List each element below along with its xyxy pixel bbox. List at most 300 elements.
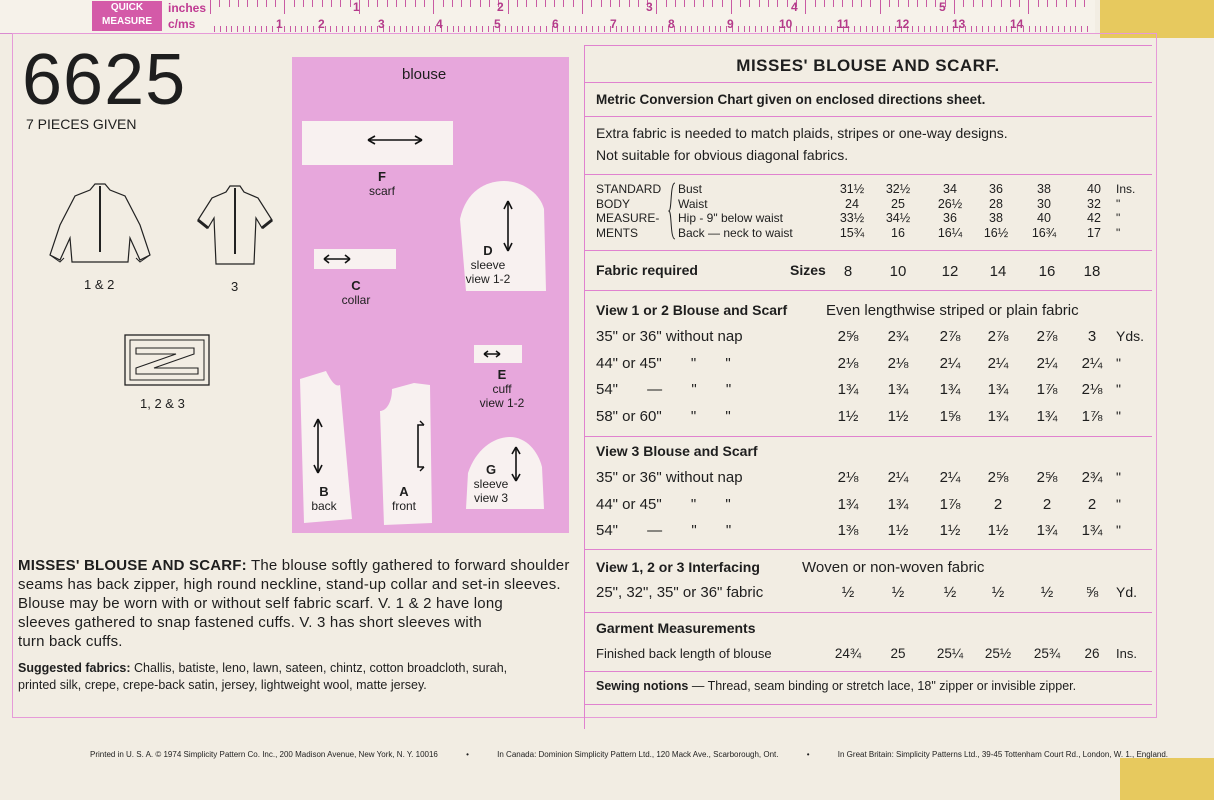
cm-tick-label: 4: [436, 17, 443, 31]
ruler-tick: [1064, 26, 1065, 32]
ruler-tick: [749, 26, 750, 32]
ruler-tick: [912, 26, 913, 32]
description-line: Blouse may be worn with or without self fabric scarf. V. 1 & 2 have long: [18, 595, 503, 612]
ruler-tick: [662, 26, 663, 32]
fabric-required-label: Fabric required: [596, 262, 698, 278]
size-value: 16: [1038, 263, 1056, 280]
measure-value: 34½: [885, 211, 911, 225]
ruler-tick: [249, 26, 250, 32]
ruler-tick: [400, 26, 401, 32]
rule: [584, 82, 1152, 83]
interfacing-label: 25", 32", 35" or 36" fabric: [596, 584, 764, 601]
piece-g-label: [466, 463, 516, 505]
ruler-tick: [833, 0, 834, 7]
ruler-tick: [697, 26, 698, 32]
view3-title: View 3 Blouse and Scarf: [596, 443, 758, 459]
ruler-tick: [675, 0, 676, 7]
ruler-tick: [908, 0, 909, 7]
ruler-tick: [546, 26, 547, 32]
ruler-tick: [534, 26, 535, 32]
ruler-tick: [976, 26, 977, 32]
ruler-tick: [709, 26, 710, 32]
ruler-tick: [808, 26, 809, 32]
ruler-tick: [536, 0, 537, 7]
ruler-tick: [883, 26, 884, 32]
interfacing-title: View 1, 2 or 3 Interfacing: [596, 559, 760, 575]
yardage-value: 1¾: [837, 381, 859, 398]
garment-value: 24¾: [834, 646, 862, 661]
yardage-value: 1⅜: [837, 522, 859, 539]
ruler-tick: [656, 0, 657, 14]
footer-canada: In Canada: Dominion Simplicity Pattern Ltd., 120 Mack Ave., Scarborough, Ont.: [497, 750, 779, 759]
cm-tick-label: 7: [610, 17, 617, 31]
measure-unit: ": [1116, 196, 1121, 211]
interfacing-value: ½: [991, 584, 1005, 601]
ruler-tick: [275, 0, 276, 7]
ruler-tick: [918, 26, 919, 32]
ruler-tick: [365, 26, 366, 32]
sizes-label: Sizes: [790, 262, 826, 278]
ruler-tick: [238, 0, 239, 7]
ruler-tick: [982, 26, 983, 32]
yardage-value: 2¼: [1081, 354, 1103, 372]
ruler-tick: [255, 26, 256, 32]
ruler-tick: [526, 0, 527, 7]
ruler-tick: [424, 0, 425, 7]
cms-label: c/ms: [168, 17, 196, 31]
ruler-tick: [424, 26, 425, 32]
yardage-value: 2⅛: [1081, 381, 1103, 398]
ruler-tick: [563, 26, 564, 32]
size-value: 8: [843, 263, 853, 280]
measure-value: 32: [1087, 196, 1101, 211]
piece-view: view 3: [473, 491, 508, 505]
garment-title: Garment Measurements: [596, 620, 756, 636]
ruler-tick: [307, 26, 308, 32]
ruler-tick: [322, 0, 323, 7]
ruler-tick: [368, 0, 369, 7]
std-label-line: STANDARD: [596, 182, 662, 196]
ruler-tick: [720, 26, 721, 32]
description-lead: MISSES' BLOUSE AND SCARF:: [18, 557, 247, 574]
sewing-notions: [596, 679, 1076, 693]
measure-value: 40: [1037, 211, 1051, 225]
metric-note: Metric Conversion Chart given on enclosed directions sheet.: [596, 92, 986, 107]
piece-name: back: [311, 499, 337, 513]
inch-tick-label: 2: [497, 0, 504, 14]
ruler-tick: [651, 26, 652, 32]
ruler-tick: [1058, 26, 1059, 32]
ruler-tick: [638, 0, 639, 7]
ruler-tick: [787, 0, 788, 7]
piece-letter: D: [483, 243, 493, 258]
ruler-tick: [712, 0, 713, 7]
ruler-tick: [458, 26, 459, 32]
ruler-tick: [508, 0, 509, 14]
ruler-tick: [229, 0, 230, 7]
cm-tick-label: 12: [896, 17, 910, 31]
ruler-tick: [243, 26, 244, 32]
inches-label: inches: [168, 1, 207, 15]
piece-name: front: [391, 499, 416, 513]
ruler-tick: [639, 26, 640, 32]
ruler-tick: [261, 26, 262, 32]
ruler-tick: [517, 26, 518, 32]
measure-value: 16¾: [1031, 225, 1057, 240]
ruler-tick: [489, 0, 490, 7]
ruler-tick: [825, 26, 826, 32]
piece-f-label: [362, 170, 402, 198]
ruler-tick: [601, 0, 602, 7]
ruler-tick: [586, 26, 587, 32]
ruler-tick: [1046, 26, 1047, 32]
yardage-label: 54" — " ": [596, 522, 732, 539]
notions-lead: Sewing notions: [596, 679, 689, 693]
ruler-tick: [1040, 26, 1041, 32]
yardage-value: 2¼: [987, 354, 1009, 372]
measure-value: 28: [989, 196, 1003, 211]
cm-tick-label: 1: [276, 17, 283, 31]
tape-bottom-right: [1120, 758, 1214, 800]
ruler-tick: [394, 26, 395, 32]
ruler-tick: [1084, 0, 1085, 7]
garment-value: 26: [1084, 646, 1100, 661]
inch-tick-label: 5: [939, 0, 946, 14]
ruler-tick: [880, 0, 881, 14]
description-line: seams has back zipper, high round neckline, stand-up collar and set-in sleeves.: [18, 576, 561, 593]
ruler-tick: [312, 0, 313, 7]
piece-b-label: [304, 485, 344, 513]
footer-britain: In Great Britain: Simplicity Patterns Ltd., 39-45 Tottenham Court Rd., London, W. 1., England.: [837, 750, 1169, 759]
yardage-value: 1⅞: [1081, 407, 1103, 425]
ruler-tick: [266, 26, 267, 32]
ruler-tick: [284, 26, 285, 32]
cm-tick-label: 8: [668, 17, 675, 31]
ruler-tick: [1081, 26, 1082, 32]
ruler-tick: [819, 26, 820, 32]
ruler-tick: [330, 26, 331, 32]
chart-top-rule: [584, 45, 1152, 46]
rule: [584, 116, 1152, 117]
rule: [584, 549, 1152, 550]
yardage-value: 2¾: [1081, 469, 1103, 486]
ruler-tick: [773, 26, 774, 32]
ruler-tick: [406, 26, 407, 32]
yardage-value: 2⅞: [1036, 328, 1058, 345]
ruler-tick: [924, 26, 925, 32]
ruler-tick: [1056, 0, 1057, 7]
yardage-value: 1½: [987, 522, 1009, 539]
yardage-value: 2: [1042, 495, 1052, 513]
yardage-value: 1¾: [1081, 522, 1103, 539]
yardage-value: 1¾: [939, 381, 961, 398]
ruler-tick: [433, 0, 434, 14]
ruler-tick: [740, 0, 741, 7]
yardage-value: 2⅝: [987, 469, 1009, 486]
measure-label: Back — neck to waist: [678, 225, 793, 240]
ruler-tick: [954, 0, 955, 14]
ruler-tick: [396, 0, 397, 7]
suggested-fabrics: [18, 660, 578, 694]
ruler-tick: [1035, 26, 1036, 32]
garment-value: 25: [890, 646, 906, 661]
measure-value: 25: [891, 196, 905, 211]
ruler-tick: [303, 0, 304, 7]
ruler-tick: [214, 26, 215, 32]
measure-value: 38: [989, 211, 1003, 225]
yardage-value: 2¼: [1036, 354, 1058, 372]
piece-name: sleeve: [470, 258, 506, 272]
ruler-tick: [633, 26, 634, 32]
yardage-value: 1½: [887, 407, 909, 425]
measure-value: 40: [1087, 182, 1101, 196]
yardage-value: 1½: [939, 522, 961, 539]
description-line: turn back cuffs.: [18, 633, 123, 650]
piece-name: scarf: [368, 184, 395, 198]
ruler-tick: [1075, 0, 1076, 7]
ruler-tick: [331, 0, 332, 7]
ruler-tick: [930, 26, 931, 32]
ruler-tick: [528, 26, 529, 32]
ruler-tick: [852, 0, 853, 7]
piece-name: cuff: [492, 382, 512, 396]
ruler-tick: [796, 26, 797, 32]
garment-value: 25¼: [936, 646, 964, 661]
ruler-tick: [973, 0, 974, 7]
ruler-tick: [926, 0, 927, 7]
fabrics-lead: Suggested fabrics:: [18, 661, 131, 675]
interfacing-unit: Yd.: [1116, 584, 1138, 600]
ruler-tick: [389, 26, 390, 32]
pattern-description: [18, 556, 570, 651]
yardage-value: 1⅞: [939, 495, 961, 513]
yardage-value: 1¾: [837, 495, 859, 513]
ruler-tick: [694, 0, 695, 7]
yardage-value: 3: [1087, 328, 1097, 345]
ruler-tick: [554, 0, 555, 7]
yardage-value: 2¼: [887, 469, 909, 486]
measure-value: 32½: [885, 182, 911, 196]
measure-value: 16¼: [937, 225, 963, 240]
measure-value: 33½: [839, 211, 865, 225]
measure-value: 30: [1037, 196, 1051, 211]
scarf-illustration: [124, 334, 210, 386]
yardage-value: 1⅝: [939, 407, 961, 425]
yardage-value: 1½: [887, 522, 909, 539]
ruler-tick: [540, 26, 541, 32]
piece-name: sleeve: [473, 477, 509, 491]
ruler-tick: [1019, 0, 1020, 7]
measure-value: 36: [943, 211, 957, 225]
yardage-value: 2⅝: [1036, 469, 1058, 486]
footer-us: Printed in U. S. A. © 1974 Simplicity Pattern Co. Inc., 200 Madison Avenue, New York, N. Y. 10016: [90, 750, 438, 759]
ruler-tick: [621, 26, 622, 32]
ruler-tick: [1047, 0, 1048, 7]
cm-tick-label: 14: [1010, 17, 1024, 31]
ruler-tick: [340, 0, 341, 7]
chart-bottom-rule: [584, 704, 1152, 705]
size-value: 10: [889, 263, 907, 280]
publisher-footer: [90, 750, 1169, 759]
yardage-label: 35" or 36" without nap: [596, 469, 743, 486]
ruler-tick: [824, 0, 825, 7]
ruler-tick: [991, 0, 992, 7]
ruler-tick: [348, 26, 349, 32]
ruler-tick: [350, 0, 351, 7]
badge-bottom-text: MEASURE: [101, 16, 152, 27]
grainline-arrow-icon: [322, 253, 352, 265]
ruler-tick: [703, 0, 704, 7]
measure-unit: ": [1116, 211, 1121, 225]
cm-tick-label: 9: [727, 17, 734, 31]
yardage-value: 1¾: [987, 407, 1009, 425]
view12-title: View 1 or 2 Blouse and Scarf: [596, 302, 788, 318]
yardage-label: 35" or 36" without nap: [596, 328, 743, 345]
yardage-value: 2⅞: [987, 328, 1009, 345]
standard-body-label: [596, 182, 661, 240]
ruler-tick: [1028, 0, 1029, 14]
std-label-line: MENTS: [596, 225, 638, 240]
size-value: 12: [941, 263, 959, 280]
ruler-tick: [805, 0, 806, 14]
cm-tick-label: 5: [494, 17, 501, 31]
ruler-tick: [598, 26, 599, 32]
ruler-tick: [1075, 26, 1076, 32]
yardage-value: 2¼: [939, 354, 961, 372]
ruler-tick: [522, 26, 523, 32]
ruler-tick: [685, 26, 686, 32]
extra-note-2: Not suitable for obvious diagonal fabrics.: [596, 147, 849, 163]
ruler-tick: [610, 0, 611, 7]
chart-left-rule: [584, 45, 585, 729]
fabrics-line: Challis, batiste, leno, lawn, sateen, chintz, cotton broadcloth, surah,: [134, 661, 508, 675]
ruler-tick: [935, 0, 936, 7]
ruler-tick: [627, 26, 628, 32]
ruler-tick: [691, 26, 692, 32]
ruler-tick: [877, 26, 878, 32]
rule: [584, 290, 1152, 291]
measure-value: 34: [943, 182, 957, 196]
measure-label: Waist: [678, 196, 708, 211]
ruler-tick: [405, 0, 406, 7]
ruler-tick: [257, 0, 258, 7]
measure-label: Bust: [678, 182, 703, 196]
ruler-tick: [342, 26, 343, 32]
ruler-tick: [581, 26, 582, 32]
yardage-value: 2⅛: [887, 354, 909, 372]
ruler-tick: [777, 0, 778, 7]
ruler-tick: [645, 26, 646, 32]
ruler-tick: [866, 26, 867, 32]
badge-top-text: QUICK: [110, 2, 144, 13]
description-line: The blouse softly gathered to forward shoulder: [250, 557, 570, 574]
view12-subtitle: Even lengthwise striped or plain fabric: [826, 302, 1079, 319]
yardage-value: 1¾: [887, 495, 909, 513]
ruler-tick: [988, 26, 989, 32]
size-value: 14: [989, 263, 1007, 280]
description-line: sleeves gathered to snap fastened cuffs. V. 3 has short sleeves with: [18, 614, 482, 631]
interfacing-value: ⅝: [1085, 584, 1099, 601]
interfacing-value: ½: [943, 584, 957, 601]
garment-unit: Ins.: [1116, 646, 1137, 661]
ruler-tick: [354, 26, 355, 32]
yardage-value: 2¼: [939, 469, 961, 486]
ruler-tick: [313, 26, 314, 32]
ruler-tick: [744, 26, 745, 32]
inch-tick-label: 1: [353, 0, 360, 14]
ruler-tick: [418, 26, 419, 32]
ruler-tick: [447, 26, 448, 32]
ruler-tick: [982, 0, 983, 7]
yardage-unit: ": [1116, 407, 1121, 424]
ruler-tick: [861, 0, 862, 7]
yardage-label: 44" or 45" " ": [596, 354, 731, 372]
measure-value: 26½: [937, 196, 963, 211]
ruler-tick: [761, 26, 762, 32]
ruler-tick: [738, 26, 739, 32]
grainline-arrow-icon: [482, 348, 502, 360]
brace-icon: [668, 182, 676, 240]
pieces-given: 7 PIECES GIVEN: [26, 116, 137, 132]
rule: [584, 436, 1152, 437]
yardage-value: 2: [1087, 495, 1097, 513]
notions-text: — Thread, seam binding or stretch lace, 18" zipper or invisible zipper.: [691, 679, 1077, 693]
ruler-tick: [604, 26, 605, 32]
ruler-tick: [387, 0, 388, 7]
ruler-tick: [231, 26, 232, 32]
cm-tick-label: 6: [552, 17, 559, 31]
ruler-tick: [517, 0, 518, 7]
piece-e-label: [472, 368, 532, 410]
ruler-tick: [854, 26, 855, 32]
ruler-tick: [284, 0, 285, 14]
ruler-tick: [452, 0, 453, 7]
ruler-tick: [767, 26, 768, 32]
yardage-value: 2⅛: [837, 354, 859, 372]
cm-tick-label: 10: [779, 17, 793, 31]
ruler-tick: [237, 26, 238, 32]
ruler-tick: [802, 26, 803, 32]
ruler-tick: [464, 26, 465, 32]
ruler-tick: [569, 26, 570, 32]
rule: [584, 671, 1152, 672]
ruler-tick: [755, 26, 756, 32]
yardage-unit: ": [1116, 381, 1121, 397]
ruler-tick: [749, 0, 750, 7]
piece-letter: C: [351, 278, 361, 293]
inch-tick-label: 3: [646, 0, 653, 14]
piece-c-label: [336, 279, 376, 307]
rule: [584, 250, 1152, 251]
piece-view: view 1-2: [465, 272, 511, 286]
chart-title: MISSES' BLOUSE AND SCARF.: [736, 56, 1000, 75]
ruler-tick: [220, 26, 221, 32]
yardage-value: 1¾: [1036, 407, 1058, 425]
cm-tick-label: 2: [318, 17, 325, 31]
garment-value: 25½: [984, 646, 1012, 661]
ruler-tick: [1000, 26, 1001, 32]
measure-value: 24: [845, 196, 859, 211]
ruler-tick: [470, 0, 471, 7]
ruler-tick: [575, 26, 576, 32]
ruler-tick: [301, 26, 302, 32]
ruler-tick: [917, 0, 918, 7]
view-label-1-2: 1 & 2: [84, 277, 115, 292]
ruler-tick: [480, 0, 481, 7]
ruler-tick: [715, 26, 716, 32]
yardage-value: 2¾: [887, 328, 909, 345]
view-label-1-2-3: 1, 2 & 3: [140, 396, 185, 411]
